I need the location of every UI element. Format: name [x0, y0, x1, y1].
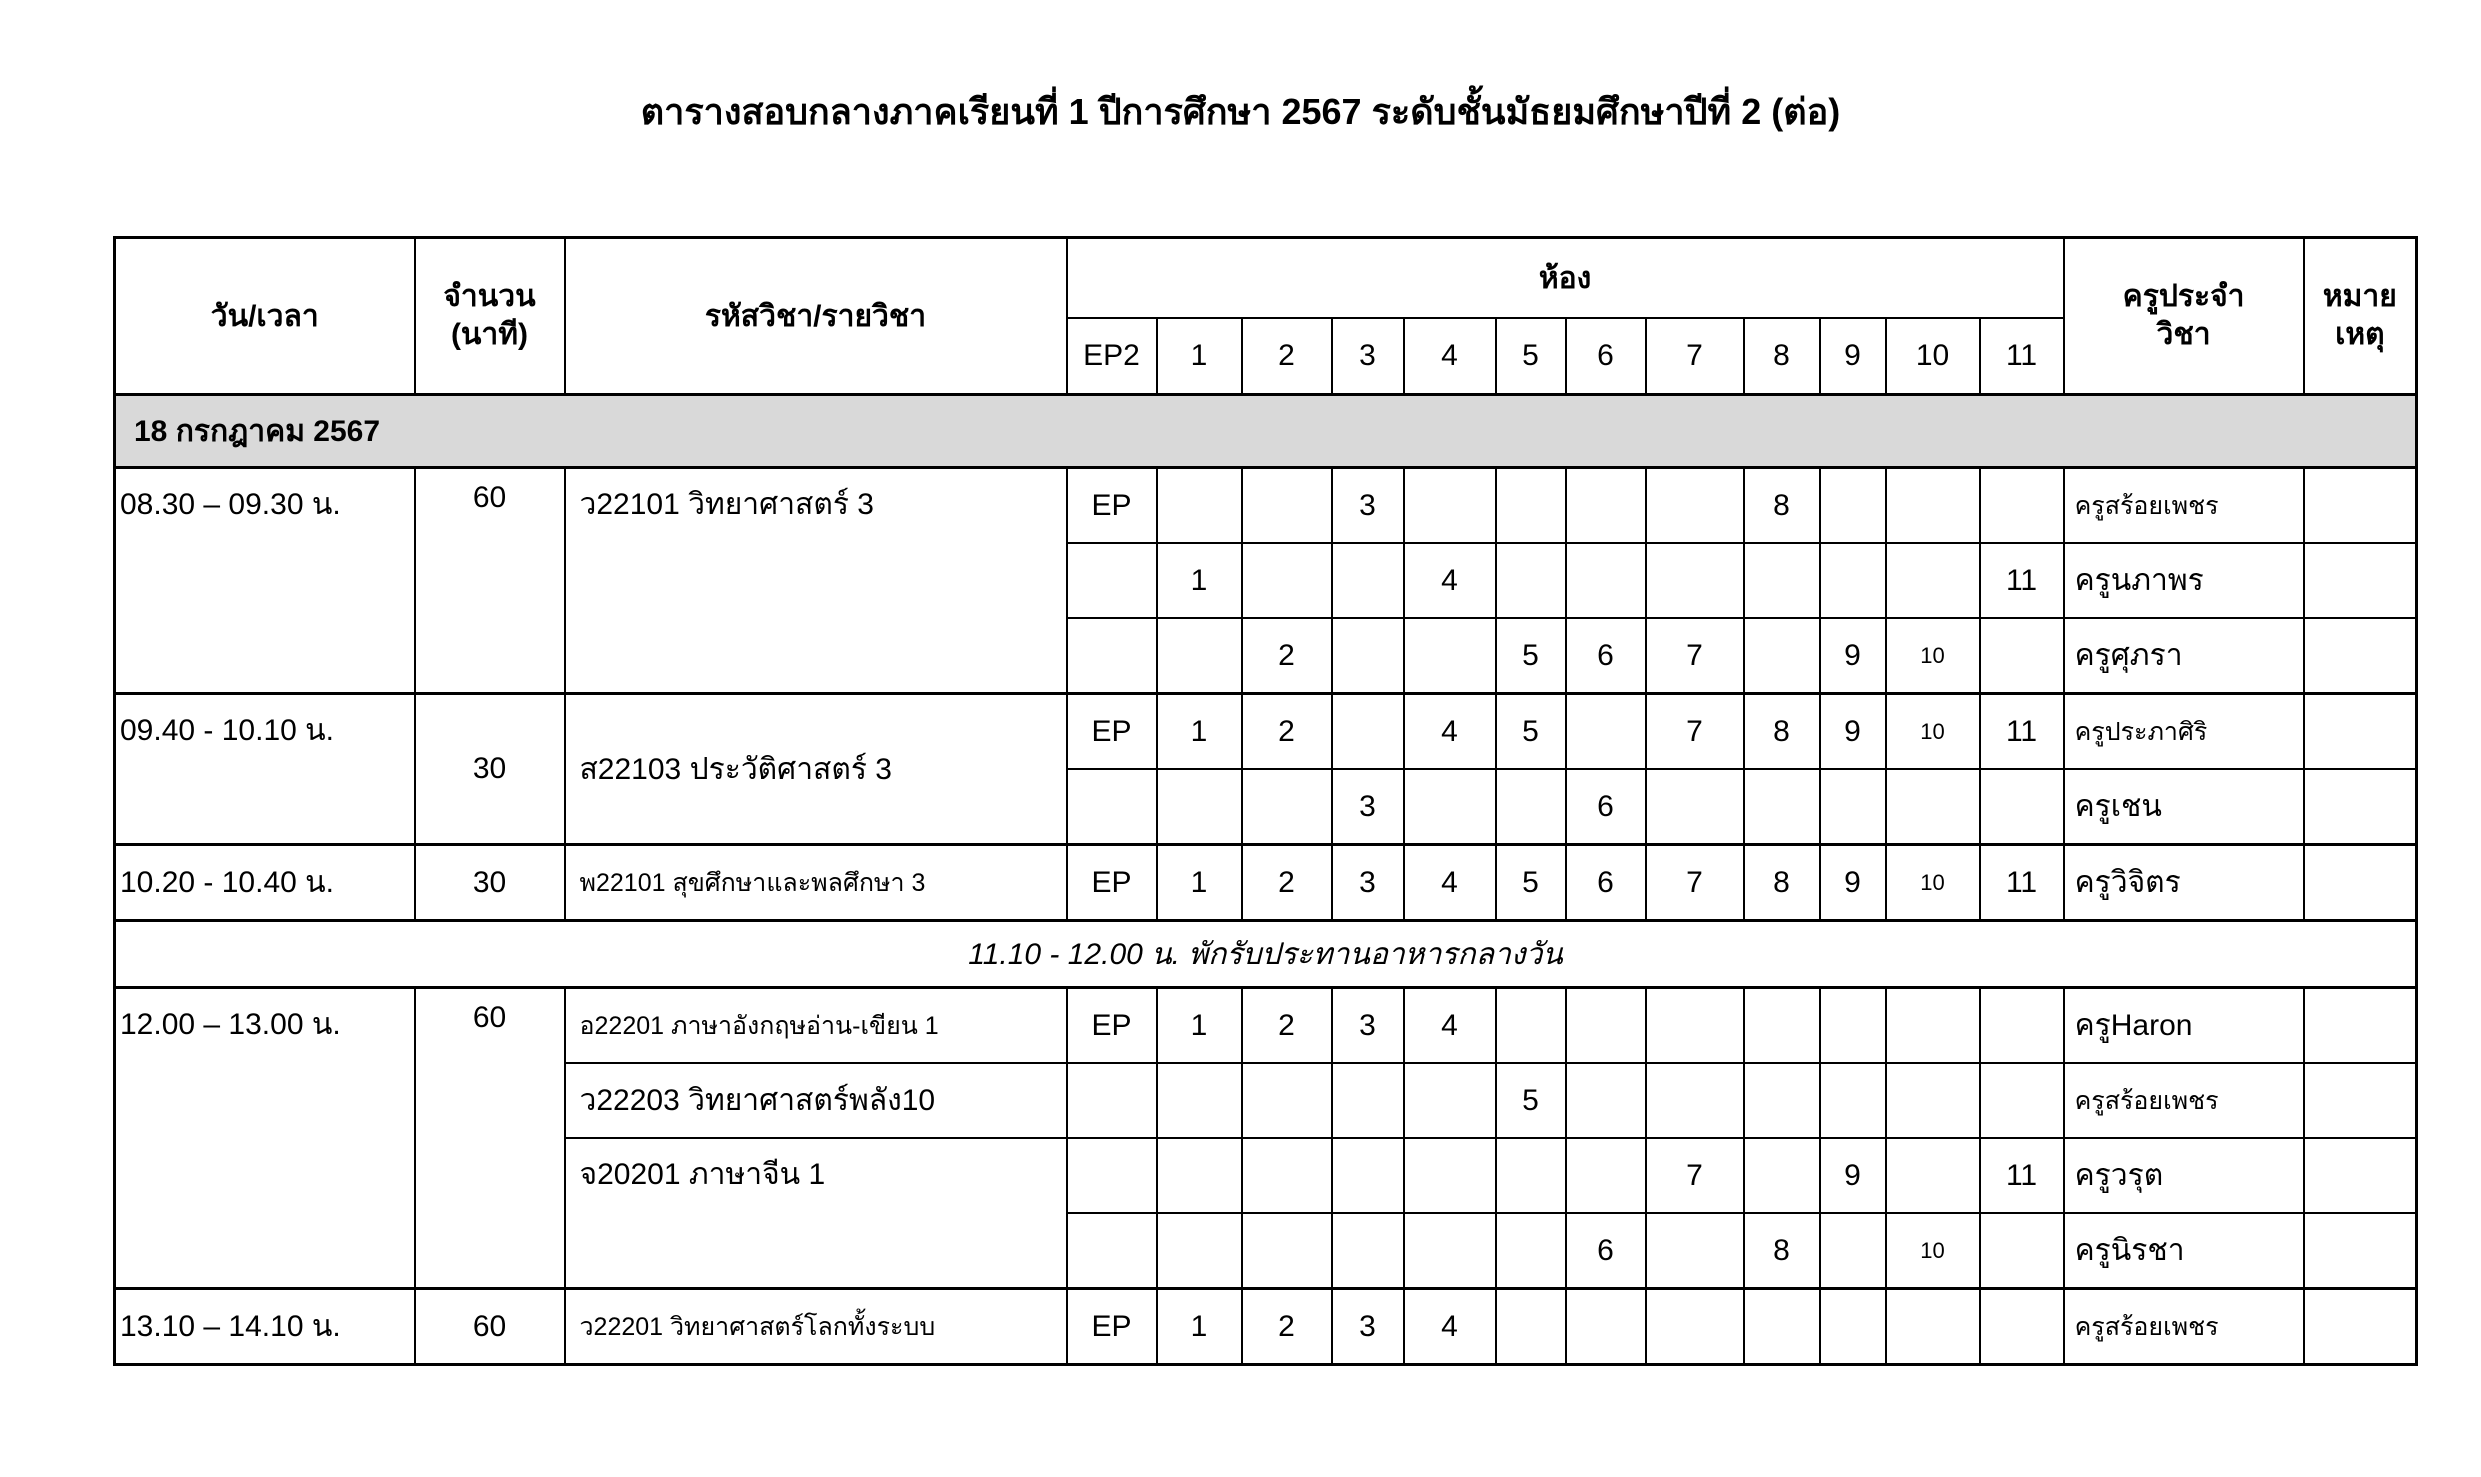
- room-cell: [1980, 1213, 2064, 1289]
- room-cell: 11: [1980, 694, 2064, 770]
- room-cell: [1332, 618, 1404, 694]
- room-cell: [1744, 1138, 1820, 1213]
- room-cell: 7: [1646, 845, 1744, 921]
- room-cell: [1744, 1063, 1820, 1138]
- room-cell: [1744, 1289, 1820, 1365]
- subject-cell: จ20201 ภาษาจีน 1: [565, 1138, 1067, 1289]
- col-header-subject: รหัสวิชา/รายวิชา: [565, 238, 1067, 395]
- minutes-cell: 30: [415, 694, 565, 845]
- room-cell: [1744, 543, 1820, 618]
- remark-cell: [2304, 543, 2417, 618]
- room-cell: EP: [1067, 468, 1157, 544]
- subject-cell: ว22201 วิทยาศาสตร์โลกทั้งระบบ: [565, 1289, 1067, 1365]
- table-row: [115, 845, 2417, 921]
- room-cell: [1332, 1138, 1404, 1213]
- col-header-teacher: [2064, 238, 2304, 395]
- room-cell: 6: [1566, 769, 1646, 845]
- teacher-cell: ครูประภาศิริ: [2064, 694, 2304, 770]
- room-col-header: 7: [1646, 318, 1744, 395]
- room-cell: [1566, 1063, 1646, 1138]
- room-col-header: 8: [1744, 318, 1820, 395]
- room-cell: [1496, 468, 1566, 544]
- remark-cell: [2304, 1289, 2417, 1365]
- room-cell: [1566, 468, 1646, 544]
- remark-cell: [2304, 988, 2417, 1064]
- remark-cell: [2304, 1213, 2417, 1289]
- header-row-top: [115, 238, 2417, 319]
- room-col-header: 9: [1820, 318, 1886, 395]
- room-cell: EP: [1067, 694, 1157, 770]
- room-cell: [1242, 769, 1332, 845]
- room-cell: 8: [1744, 1213, 1820, 1289]
- room-cell: [1980, 468, 2064, 544]
- time-cell: 08.30 – 09.30 น.: [115, 468, 415, 694]
- teacher-cell: ครูเชน: [2064, 769, 2304, 845]
- room-cell: 2: [1242, 988, 1332, 1064]
- room-cell: 5: [1496, 845, 1566, 921]
- room-cell: [1820, 1289, 1886, 1365]
- col-header-minutes-line1: จำนวน: [443, 280, 536, 313]
- table-header: [115, 238, 2417, 395]
- minutes-cell: 60: [415, 468, 565, 694]
- remark-cell: [2304, 769, 2417, 845]
- room-cell: [1566, 1289, 1646, 1365]
- room-col-header: 4: [1404, 318, 1496, 395]
- teacher-cell: ครูศุภรา: [2064, 618, 2304, 694]
- teacher-cell: ครูวิจิตร: [2064, 845, 2304, 921]
- col-header-day: วัน/เวลา: [115, 238, 415, 395]
- room-cell: 4: [1404, 988, 1496, 1064]
- room-cell: [1566, 1138, 1646, 1213]
- room-cell: [1242, 468, 1332, 544]
- room-cell: [1067, 1138, 1157, 1213]
- room-cell: 9: [1820, 1138, 1886, 1213]
- room-cell: [1067, 618, 1157, 694]
- room-cell: [1404, 769, 1496, 845]
- room-cell: [1646, 543, 1744, 618]
- room-cell: [1886, 988, 1980, 1064]
- room-cell: EP: [1067, 845, 1157, 921]
- room-cell: [1744, 618, 1820, 694]
- remark-cell: [2304, 468, 2417, 544]
- table-row: [115, 694, 2417, 770]
- col-header-minutes-line2: (นาที): [450, 318, 529, 351]
- col-header-remark: [2304, 238, 2417, 395]
- remark-cell: [2304, 1138, 2417, 1213]
- room-cell: 6: [1566, 845, 1646, 921]
- subject-cell: ส22103 ประวัติศาสตร์ 3: [565, 694, 1067, 845]
- room-cell: 8: [1744, 845, 1820, 921]
- room-cell: 4: [1404, 543, 1496, 618]
- room-cell: [1980, 1063, 2064, 1138]
- room-col-header: 5: [1496, 318, 1566, 395]
- remark-cell: [2304, 618, 2417, 694]
- table-body: [115, 395, 2417, 1365]
- room-col-header: 2: [1242, 318, 1332, 395]
- room-cell: 8: [1744, 694, 1820, 770]
- room-cell: 4: [1404, 1289, 1496, 1365]
- room-cell: [1242, 543, 1332, 618]
- room-cell: [1067, 1063, 1157, 1138]
- room-cell: 5: [1496, 694, 1566, 770]
- remark-cell: [2304, 694, 2417, 770]
- room-cell: 4: [1404, 694, 1496, 770]
- room-cell: [1886, 543, 1980, 618]
- room-cell: [1157, 1213, 1242, 1289]
- teacher-cell: ครูสร้อยเพชร: [2064, 1289, 2304, 1365]
- room-cell: [1980, 988, 2064, 1064]
- room-cell: [1496, 769, 1566, 845]
- teacher-cell: ครูนภาพร: [2064, 543, 2304, 618]
- col-header-room-group: ห้อง: [1067, 238, 2064, 319]
- room-cell: [1980, 618, 2064, 694]
- lunch-row: [115, 921, 2417, 988]
- room-col-header: 1: [1157, 318, 1242, 395]
- page-title: ตารางสอบกลางภาคเรียนที่ 1 ปีการศึกษา 2567 ระดับชั้นมัธยมศึกษาปีที่ 2 (ต่อ): [640, 91, 1841, 132]
- room-cell: 4: [1404, 845, 1496, 921]
- remark-cell: [2304, 1063, 2417, 1138]
- lunch-banner: 11.10 - 12.00 น. พักรับประทานอาหารกลางวัน: [115, 921, 2417, 988]
- room-cell: 9: [1820, 694, 1886, 770]
- col-header-teacher-line2: วิชา: [2156, 318, 2211, 351]
- room-cell: [1496, 543, 1566, 618]
- room-cell: [1980, 769, 2064, 845]
- col-header-remark-line2: เหตุ: [2335, 318, 2385, 351]
- room-cell: [1886, 1138, 1980, 1213]
- room-cell: [1744, 988, 1820, 1064]
- room-col-header: 10: [1886, 318, 1980, 395]
- room-col-header: 6: [1566, 318, 1646, 395]
- room-cell: [1067, 543, 1157, 618]
- room-cell: EP: [1067, 1289, 1157, 1365]
- room-cell: [1566, 988, 1646, 1064]
- room-cell: 7: [1646, 694, 1744, 770]
- room-cell: [1404, 468, 1496, 544]
- room-cell: [1332, 1213, 1404, 1289]
- room-cell: [1404, 1063, 1496, 1138]
- room-cell: [1404, 618, 1496, 694]
- remark-cell: [2304, 845, 2417, 921]
- room-cell: [1744, 769, 1820, 845]
- table-row: [115, 988, 2417, 1064]
- room-cell: [1820, 769, 1886, 845]
- room-cell: 10: [1886, 694, 1980, 770]
- subject-cell: อ22201 ภาษาอังกฤษอ่าน-เขียน 1: [565, 988, 1067, 1064]
- room-cell: [1067, 769, 1157, 845]
- room-cell: [1496, 988, 1566, 1064]
- room-cell: [1157, 769, 1242, 845]
- room-cell: 10: [1886, 618, 1980, 694]
- room-cell: 5: [1496, 1063, 1566, 1138]
- teacher-cell: ครูวรุต: [2064, 1138, 2304, 1213]
- subject-cell: พ22101 สุขศึกษาและพลศึกษา 3: [565, 845, 1067, 921]
- room-cell: 1: [1157, 988, 1242, 1064]
- subject-cell: ว22203 วิทยาศาสตร์พลัง10: [565, 1063, 1067, 1138]
- room-cell: 7: [1646, 618, 1744, 694]
- room-cell: [1496, 1213, 1566, 1289]
- room-cell: [1886, 1289, 1980, 1365]
- room-cell: [1820, 468, 1886, 544]
- room-cell: [1820, 543, 1886, 618]
- minutes-cell: 30: [415, 845, 565, 921]
- room-cell: [1886, 769, 1980, 845]
- col-header-teacher-line1: ครูประจำ: [2122, 280, 2245, 313]
- room-cell: [1886, 1063, 1980, 1138]
- room-cell: [1404, 1213, 1496, 1289]
- room-cell: [1820, 1213, 1886, 1289]
- minutes-cell: 60: [415, 988, 565, 1289]
- room-cell: 6: [1566, 618, 1646, 694]
- room-cell: 7: [1646, 1138, 1744, 1213]
- room-cell: 1: [1157, 845, 1242, 921]
- room-cell: [1157, 1138, 1242, 1213]
- room-cell: 9: [1820, 618, 1886, 694]
- room-cell: [1404, 1138, 1496, 1213]
- room-cell: EP: [1067, 988, 1157, 1064]
- room-cell: [1820, 1063, 1886, 1138]
- room-cell: [1242, 1138, 1332, 1213]
- room-cell: [1157, 1063, 1242, 1138]
- room-cell: [1332, 1063, 1404, 1138]
- room-cell: 11: [1980, 845, 2064, 921]
- room-cell: 2: [1242, 618, 1332, 694]
- time-cell: 10.20 - 10.40 น.: [115, 845, 415, 921]
- room-cell: [1332, 694, 1404, 770]
- room-col-header: 3: [1332, 318, 1404, 395]
- exam-schedule-table: [113, 236, 2418, 1366]
- room-cell: 10: [1886, 1213, 1980, 1289]
- room-cell: [1157, 468, 1242, 544]
- room-cell: 10: [1886, 845, 1980, 921]
- room-cell: 11: [1980, 543, 2064, 618]
- time-cell: 09.40 - 10.10 น.: [115, 694, 415, 845]
- room-cell: 11: [1980, 1138, 2064, 1213]
- table-row: [115, 468, 2417, 544]
- room-cell: 1: [1157, 1289, 1242, 1365]
- room-cell: [1496, 1289, 1566, 1365]
- room-cell: [1566, 694, 1646, 770]
- date-banner: 18 กรกฎาคม 2567: [115, 395, 2417, 468]
- room-cell: 1: [1157, 694, 1242, 770]
- room-cell: [1646, 468, 1744, 544]
- teacher-cell: ครูสร้อยเพชร: [2064, 468, 2304, 544]
- room-cell: [1242, 1063, 1332, 1138]
- room-cell: 5: [1496, 618, 1566, 694]
- minutes-cell: 60: [415, 1289, 565, 1365]
- room-cell: 3: [1332, 988, 1404, 1064]
- table-row: [115, 1289, 2417, 1365]
- room-cell: 3: [1332, 468, 1404, 544]
- room-cell: [1496, 1138, 1566, 1213]
- room-cell: 1: [1157, 543, 1242, 618]
- time-cell: 13.10 – 14.10 น.: [115, 1289, 415, 1365]
- teacher-cell: ครูนิรชา: [2064, 1213, 2304, 1289]
- teacher-cell: ครูสร้อยเพชร: [2064, 1063, 2304, 1138]
- room-cell: 3: [1332, 845, 1404, 921]
- room-cell: [1332, 543, 1404, 618]
- room-cell: 9: [1820, 845, 1886, 921]
- room-cell: [1646, 1289, 1744, 1365]
- room-cell: [1980, 1289, 2064, 1365]
- col-header-minutes: [415, 238, 565, 395]
- room-cell: [1067, 1213, 1157, 1289]
- room-cell: [1646, 1063, 1744, 1138]
- room-col-header: 11: [1980, 318, 2064, 395]
- room-cell: [1157, 618, 1242, 694]
- room-cell: [1886, 468, 1980, 544]
- date-row: [115, 395, 2417, 468]
- teacher-cell: ครูHaron: [2064, 988, 2304, 1064]
- room-cell: [1566, 543, 1646, 618]
- room-cell: [1646, 769, 1744, 845]
- room-cell: [1646, 1213, 1744, 1289]
- room-cell: [1820, 988, 1886, 1064]
- subject-cell: ว22101 วิทยาศาสตร์ 3: [565, 468, 1067, 694]
- room-cell: 8: [1744, 468, 1820, 544]
- room-col-header: EP2: [1067, 318, 1157, 395]
- room-cell: 2: [1242, 845, 1332, 921]
- room-cell: 6: [1566, 1213, 1646, 1289]
- room-cell: 3: [1332, 1289, 1404, 1365]
- time-cell: 12.00 – 13.00 น.: [115, 988, 415, 1289]
- room-cell: 2: [1242, 1289, 1332, 1365]
- room-cell: 2: [1242, 694, 1332, 770]
- room-cell: 3: [1332, 769, 1404, 845]
- col-header-remark-line1: หมาย: [2322, 280, 2397, 313]
- room-cell: [1242, 1213, 1332, 1289]
- room-cell: [1646, 988, 1744, 1064]
